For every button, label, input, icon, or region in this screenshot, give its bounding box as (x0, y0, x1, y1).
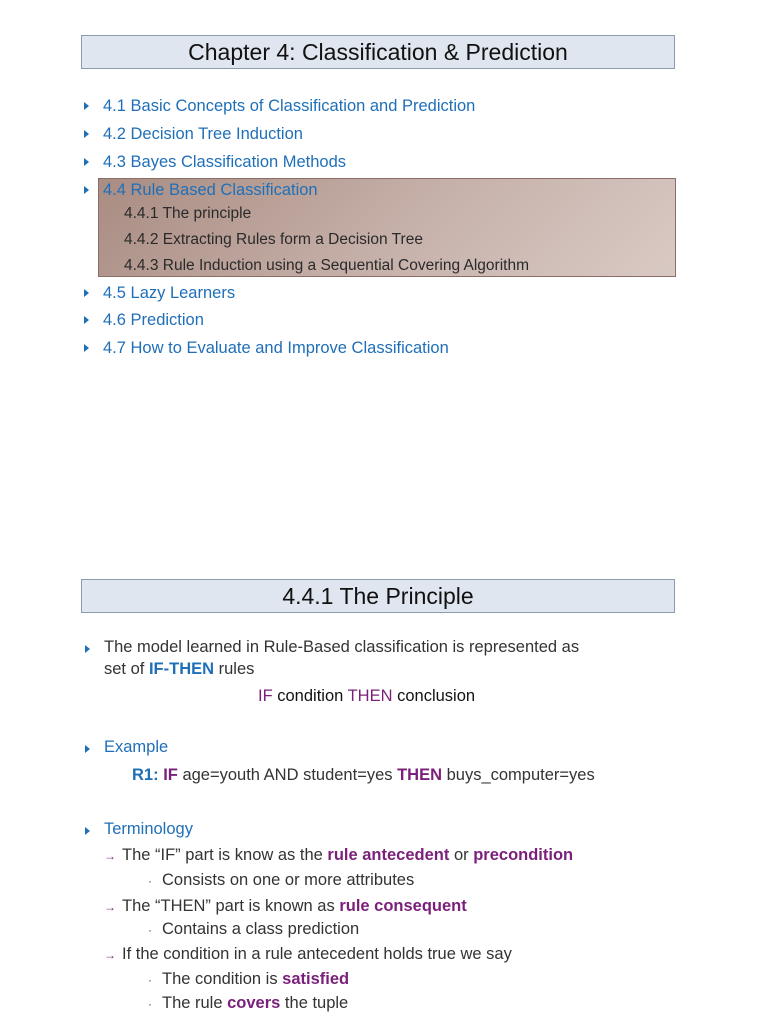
dot-icon: · (148, 997, 152, 1011)
toc-item[interactable] (84, 123, 303, 145)
term-subline: · The rule covers the tuple (148, 994, 349, 1012)
toc-item-label: 4.3 Bayes Classification Methods (103, 152, 347, 171)
arrow-icon: → (104, 849, 116, 863)
toc-item-label: 4.1 Basic Concepts of Classification and Prediction (103, 96, 476, 115)
toc-item[interactable] (84, 309, 204, 331)
bullet-icon (85, 745, 90, 753)
bullet-icon (84, 102, 89, 110)
term-line: → The “IF” part is know as the rule antecedent or precondition (104, 846, 574, 864)
example-rule: R1: IF age=youth AND student=yes THEN buys_computer=yes (132, 766, 595, 784)
dot-icon: · (148, 874, 152, 888)
arrow-icon: → (104, 948, 116, 962)
term-line: → The “THEN” part is known as rule consequent (104, 897, 467, 915)
bullet-icon (84, 130, 89, 138)
toc-subitem[interactable]: 4.4.1 The principle (124, 205, 252, 222)
dot-icon: · (148, 973, 152, 987)
toc-item-current[interactable] (84, 179, 318, 201)
toc-subitem[interactable]: 4.4.2 Extracting Rules form a Decision Tree (124, 231, 423, 248)
intro-line: The model learned in Rule-Based classification is represented as (104, 638, 580, 656)
bullet-icon (84, 316, 89, 324)
arrow-icon: → (104, 900, 116, 914)
terminology-heading: Terminology (104, 820, 193, 838)
toc-item[interactable] (84, 337, 449, 359)
toc-item-label: 4.5 Lazy Learners (103, 283, 236, 302)
bullet-icon (85, 645, 90, 653)
toc-subitem[interactable]: 4.4.3 Rule Induction using a Sequential Covering Algorithm (124, 257, 529, 274)
term-line: → If the condition in a rule antecedent holds true we say (104, 945, 512, 963)
toc-item[interactable] (84, 95, 475, 117)
chapter-title: Chapter 4: Classification & Prediction (81, 35, 675, 69)
dot-icon: · (148, 923, 152, 937)
toc-item[interactable] (84, 151, 346, 173)
toc-item-label: 4.2 Decision Tree Induction (103, 124, 303, 143)
bullet-icon (84, 344, 89, 352)
bullet-icon (85, 827, 90, 835)
intro-line: set of IF-THEN rules (104, 660, 255, 678)
toc-item[interactable] (84, 282, 235, 304)
bullet-icon (84, 289, 89, 297)
example-heading: Example (104, 738, 169, 756)
bullet-icon (84, 158, 89, 166)
term-subline: · The condition is satisfied (148, 970, 350, 988)
term-subline: · Consists on one or more attributes (148, 871, 415, 889)
term-subline: · Contains a class prediction (148, 920, 360, 938)
toc-item-label: 4.6 Prediction (103, 310, 204, 329)
toc-item-label: 4.4 Rule Based Classification (103, 180, 318, 199)
rule-form: IF condition THEN conclusion (258, 687, 476, 705)
toc-item-label: 4.7 How to Evaluate and Improve Classification (103, 338, 449, 357)
bullet-icon (84, 186, 89, 194)
section-title: 4.4.1 The Principle (81, 579, 675, 613)
